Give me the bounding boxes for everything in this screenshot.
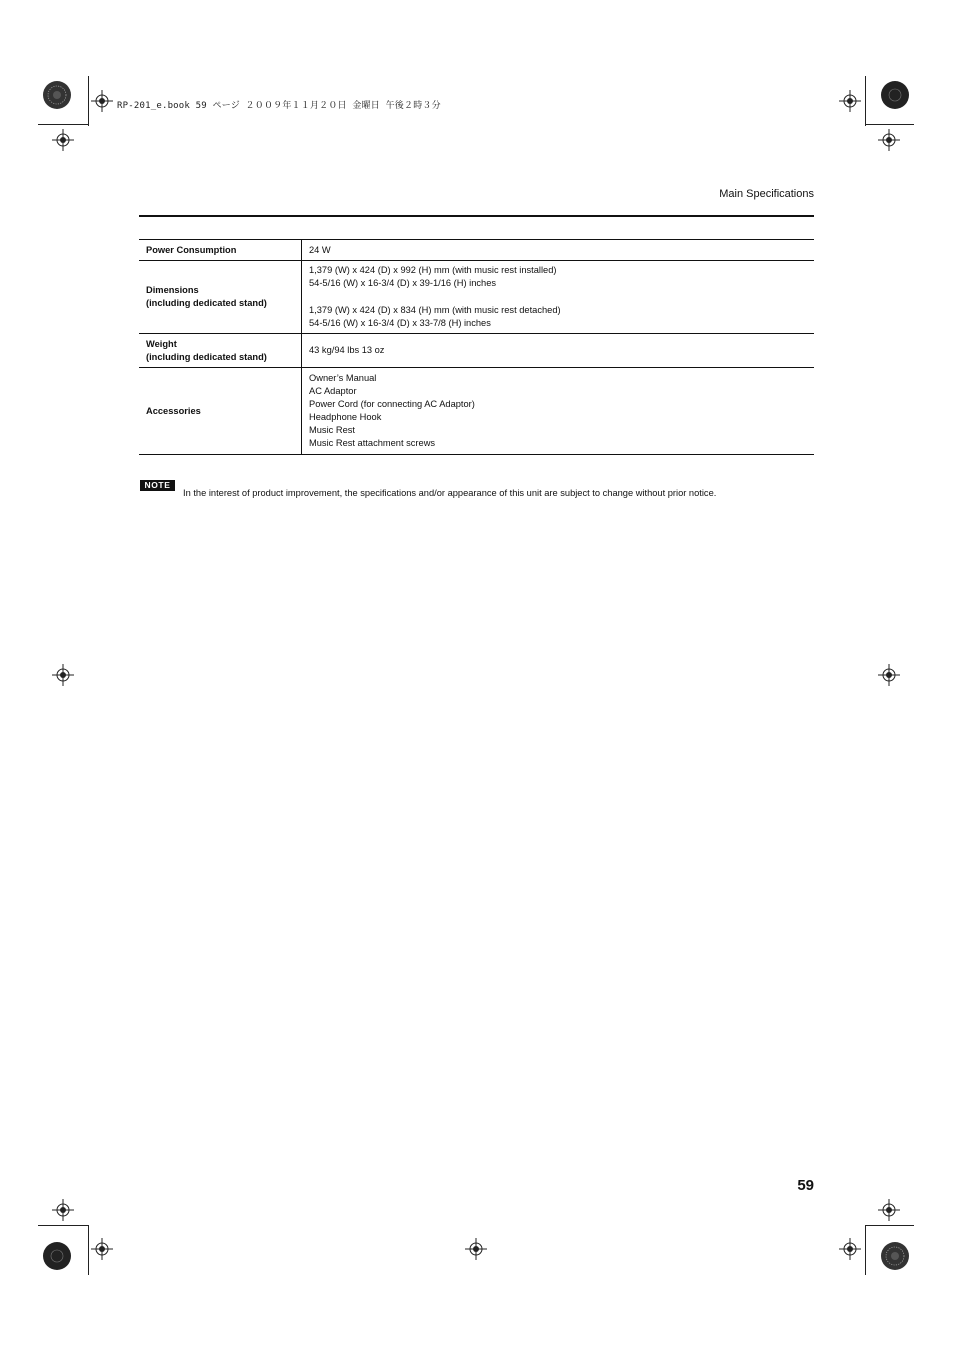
starburst-target-icon <box>42 80 72 110</box>
table-row <box>139 240 814 261</box>
registration-mark-icon <box>878 1199 900 1221</box>
starburst-target-icon <box>42 1241 72 1271</box>
registration-mark-icon <box>91 90 113 112</box>
starburst-target-icon <box>880 80 910 110</box>
row-label <box>139 240 302 261</box>
row-label <box>139 261 302 334</box>
value-line: Music Rest attachment screws <box>309 438 436 448</box>
value-line: 54-5/16 (W) x 16-3/4 (D) x 33-7/8 (H) inches <box>309 318 491 328</box>
value-line: AC Adaptor <box>309 386 357 396</box>
value-line: 43 kg/94 lbs 13 oz <box>309 345 385 355</box>
row-value <box>302 240 815 261</box>
value-line: Power Cord (for connecting AC Adaptor) <box>309 399 475 409</box>
registration-mark-icon <box>52 664 74 686</box>
row-label <box>139 334 302 368</box>
registration-mark-icon <box>52 1199 74 1221</box>
label-line: Weight <box>146 338 177 349</box>
value-line: Headphone Hook <box>309 412 382 422</box>
table-row <box>139 334 814 368</box>
crop-line <box>38 124 88 125</box>
registration-mark-icon <box>465 1238 487 1260</box>
crop-line <box>866 124 914 125</box>
crop-line <box>88 1225 89 1275</box>
registration-mark-icon <box>878 129 900 151</box>
crop-line <box>38 1225 88 1226</box>
label-line: (including dedicated stand) <box>146 351 267 362</box>
row-value <box>302 368 815 455</box>
table-row <box>139 368 814 455</box>
note-text: In the interest of product improvement, the specifications and/or appearance of this unit are subject to change without prior notice. <box>183 488 717 498</box>
value-line: 54-5/16 (W) x 16-3/4 (D) x 39-1/16 (H) inches <box>309 278 497 288</box>
row-value <box>302 261 815 334</box>
table-row <box>139 261 814 334</box>
crop-line <box>865 76 866 126</box>
label-line: Dimensions <box>146 285 199 295</box>
starburst-target-icon <box>880 1241 910 1271</box>
note-badge: NOTE <box>140 480 175 491</box>
value-line: Music Rest <box>309 425 355 435</box>
crop-line <box>866 1225 914 1226</box>
crop-line <box>88 76 89 126</box>
crop-line <box>865 1225 866 1275</box>
print-imprint: RP-201_e.book 59 ページ ２００９年１１月２０日 金曜日 午後２時３分 <box>117 101 441 111</box>
registration-mark-icon <box>91 1238 113 1260</box>
value-line: Owner’s Manual <box>309 373 377 383</box>
value-line-blank <box>309 290 814 304</box>
row-label <box>139 368 302 455</box>
registration-mark-icon <box>52 129 74 151</box>
registration-mark-icon <box>839 1238 861 1260</box>
value-line: 1,379 (W) x 424 (D) x 992 (H) mm (with music rest installed) <box>309 265 557 275</box>
label-line: Power Consumption <box>146 244 237 255</box>
section-title: Main Specifications <box>719 188 814 200</box>
registration-mark-icon <box>878 664 900 686</box>
label-line: (including dedicated stand) <box>146 298 267 308</box>
page-number: 59 <box>797 1177 814 1194</box>
value-line: 24 W <box>309 244 331 255</box>
label-line: Accessories <box>146 405 201 416</box>
header-rule <box>139 215 814 217</box>
specifications-table <box>139 239 814 455</box>
row-value <box>302 334 815 368</box>
value-line: 1,379 (W) x 424 (D) x 834 (H) mm (with music rest detached) <box>309 305 561 315</box>
registration-mark-icon <box>839 90 861 112</box>
